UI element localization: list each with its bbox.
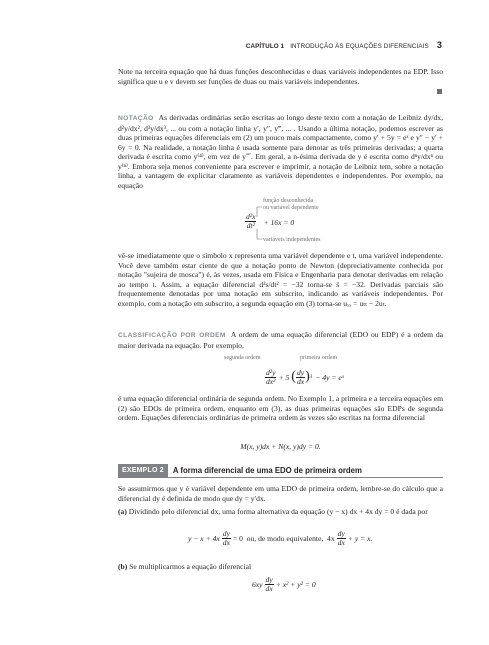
order-paragraph-2: é uma equação diferencial ordinária de segunda ordem. No Exemplo 1, a primeira e a terceira equações em (2) são EDOs de primeira ordem, enquanto em (3), as duas primeiras equações são EDPs de segunda ordem. Equações diferenciais ordinárias de primeira ordem às vezes são escritas na forma diferencial: [118, 394, 443, 422]
chapter-title: INTRODUÇÃO ÀS EQUAÇÕES DIFERENCIAIS: [290, 43, 429, 50]
notation-label: NOTAÇÃO: [118, 115, 154, 122]
eq-numerator: d²x: [246, 211, 256, 221]
notation-paragraph-1: NOTAÇÃO As derivadas ordinárias serão escritas ao longo deste texto com a notação de Leibniz dy/dx, d²y/dx², d³y/dx³, ... ou com a notação linha y′, y″, y‴, ... . Usando a última notação, podemos escrever as duas primeiras equações diferenciais em (2) um pouco mais compactamente, como y′ + 5y = eˣ e y″ − y′ + 6y = 0. Na realidade, a notação linha é usada somente para denotar as três primeiras derivadas; a quarta derivada é escrita como y⁽⁴⁾, em vez de y⁗. Em geral, a n-ésima derivada de y é escrita como dⁿy/dxⁿ ou y⁽ⁿ⁾. Embora seja menos conveniente para escrever e imprimir, a notação de Leibniz tem, sobre a notação linha, a vantagem de explicitar claramente as variáveis dependentes e independentes. Por exemplo, na equação: [118, 113, 443, 190]
part-b-equation: 6xy $\frac{dy}{dx}$ + x² + y² = 0: [252, 575, 316, 593]
end-of-section-mark: [437, 89, 442, 94]
example-header: [118, 464, 443, 478]
order-label: CLASSIFICAÇÃO POR ORDEM: [118, 332, 226, 339]
part-a-label: (a): [118, 507, 127, 516]
chapter-label: CAPÍTULO 1: [245, 43, 285, 50]
order-equation: $\frac{\text{d²y}}{\text{dx²}}$ + 5 ( $\frac{dy}{dx}$ ) 3 − 4y = eˣ: [266, 367, 344, 386]
annotation-first-order: primeira ordem: [300, 355, 338, 361]
page-number: 3: [436, 40, 442, 50]
running-header: [90, 40, 442, 50]
part-b-label: (b): [118, 562, 128, 571]
eq-denominator: dt²: [246, 220, 255, 230]
intro-paragraph: Note na terceira equação que há duas funções desconhecidas e duas variáveis independentes na EDP. Isso significa que u e v devem ser funções de duas ou mais variáveis independentes.: [118, 67, 443, 86]
annotation-brackets: [255, 204, 265, 242]
notation-paragraph-2: vê-se imediatamente que o símbolo x representa uma variável dependente e t, uma variável independente. Você deve também estar ciente de que a notação ponto de Newton (depreciativamente conhecida por notação "sujeira de mosca") é, às vezes, usada em Física e Engenharia para denotar derivadas em relação ao tempo t. Assim, a equação diferencial d²s/dt² = −32 torna-se s̈ = −32. Derivadas parciais são frequentemente denotadas por uma notação em subscrito, indicando as variáveis independentes. Por exemplo, com a notação em subscrito, a segunda equação em (3) torna-se uₓₓ = uₜₜ − 2uₜ.: [118, 251, 443, 308]
example-part-b: (b) Se multiplicarmos a equação diferencial: [118, 562, 252, 571]
annotation-second-order: segunda ordem: [224, 355, 261, 361]
example-title: A forma diferencial de uma EDO de primeira ordem: [172, 466, 362, 475]
annotation-dependent-variable: ou variável dependente: [263, 205, 319, 211]
example-tag: EXEMPLO 2: [118, 464, 168, 477]
differential-form-equation: M(x, y)dx + N(x, y)dy = 0.: [240, 442, 321, 451]
example-intro: Se assumirmos que y é variável dependente em uma EDO de primeira ordem, lembre-se do cálculo que a diferencial dy é definida de modo que dy = y′dx.: [118, 484, 443, 503]
example-part-a: (a) Dividindo pelo diferencial dx, uma forma alternativa da equação (y − x) dx + 4x dy = 0 é dada por: [118, 507, 428, 516]
annotation-independent-variables: variáveis independentes: [263, 237, 321, 243]
annotation-unknown-function: função desconhecida: [263, 198, 314, 204]
eq-rest: + 16x = 0: [263, 218, 295, 227]
notation-section: [118, 113, 443, 190]
order-section: CLASSIFICAÇÃO POR ORDEM A ordem de uma equação diferencial (EDO ou EDP) é a ordem da maior derivada na equação. Por exemplo,: [118, 330, 443, 350]
part-a-equation: y − x + 4x $\frac{dy}{dx}$ = 0 ou, de modo equivalente, 4x $\frac{dy}{dx}$ + y = x.: [188, 529, 373, 547]
